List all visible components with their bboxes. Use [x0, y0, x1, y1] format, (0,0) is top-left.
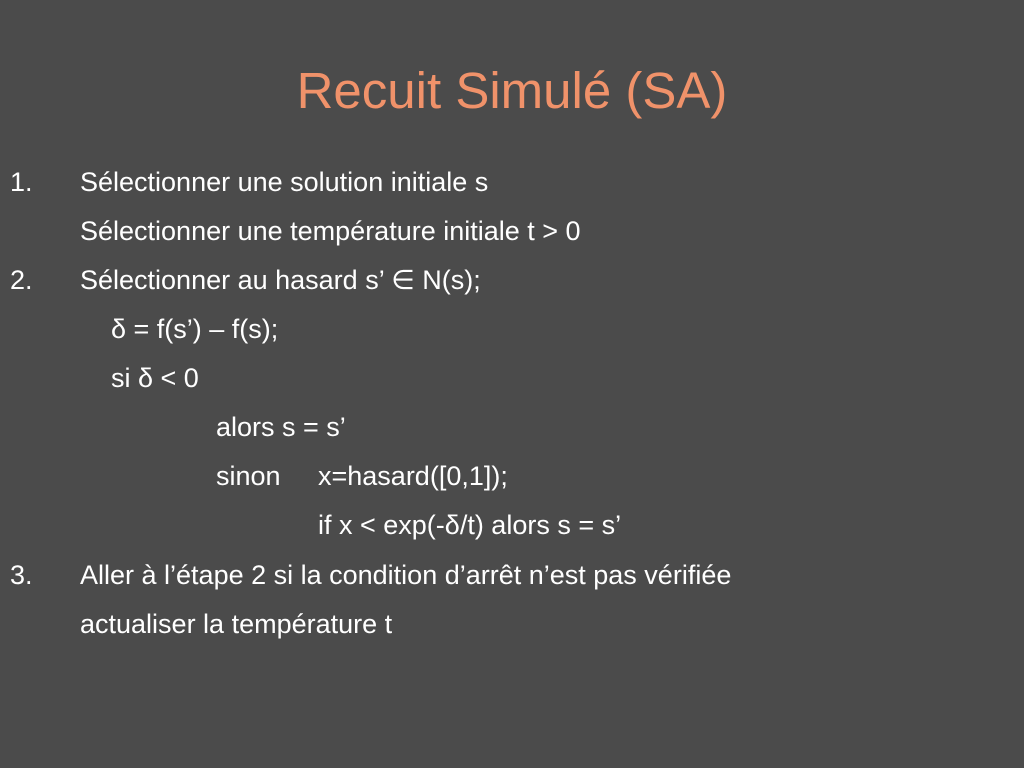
step-3-line-2: actualiser la température t [80, 609, 393, 639]
step-3-line-1: Aller à l’étape 2 si la condition d’arrêt n’est pas vérifiée [80, 560, 732, 590]
step-2-else-keyword: sinon [216, 461, 281, 491]
step-number-2: 2. [10, 265, 33, 295]
slide-title: Recuit Simulé (SA) [296, 62, 728, 119]
step-2-else-line-2: if x < exp(-δ/t) alors s = s’ [318, 510, 622, 540]
step-2-if-line: si δ < 0 [111, 363, 199, 393]
step-1-line-2: Sélectionner une température initiale t > 0 [80, 216, 581, 246]
step-2-then-line: alors s = s’ [216, 412, 346, 442]
step-number-1: 1. [10, 167, 33, 197]
step-2-else-line-1: x=hasard([0,1]); [318, 461, 508, 491]
step-number-3: 3. [10, 560, 33, 590]
step-2-line-1: Sélectionner au hasard s’ ∈ N(s); [80, 265, 481, 295]
step-2-delta-line: δ = f(s’) – f(s); [111, 314, 279, 344]
step-1-line-1: Sélectionner une solution initiale s [80, 167, 489, 197]
